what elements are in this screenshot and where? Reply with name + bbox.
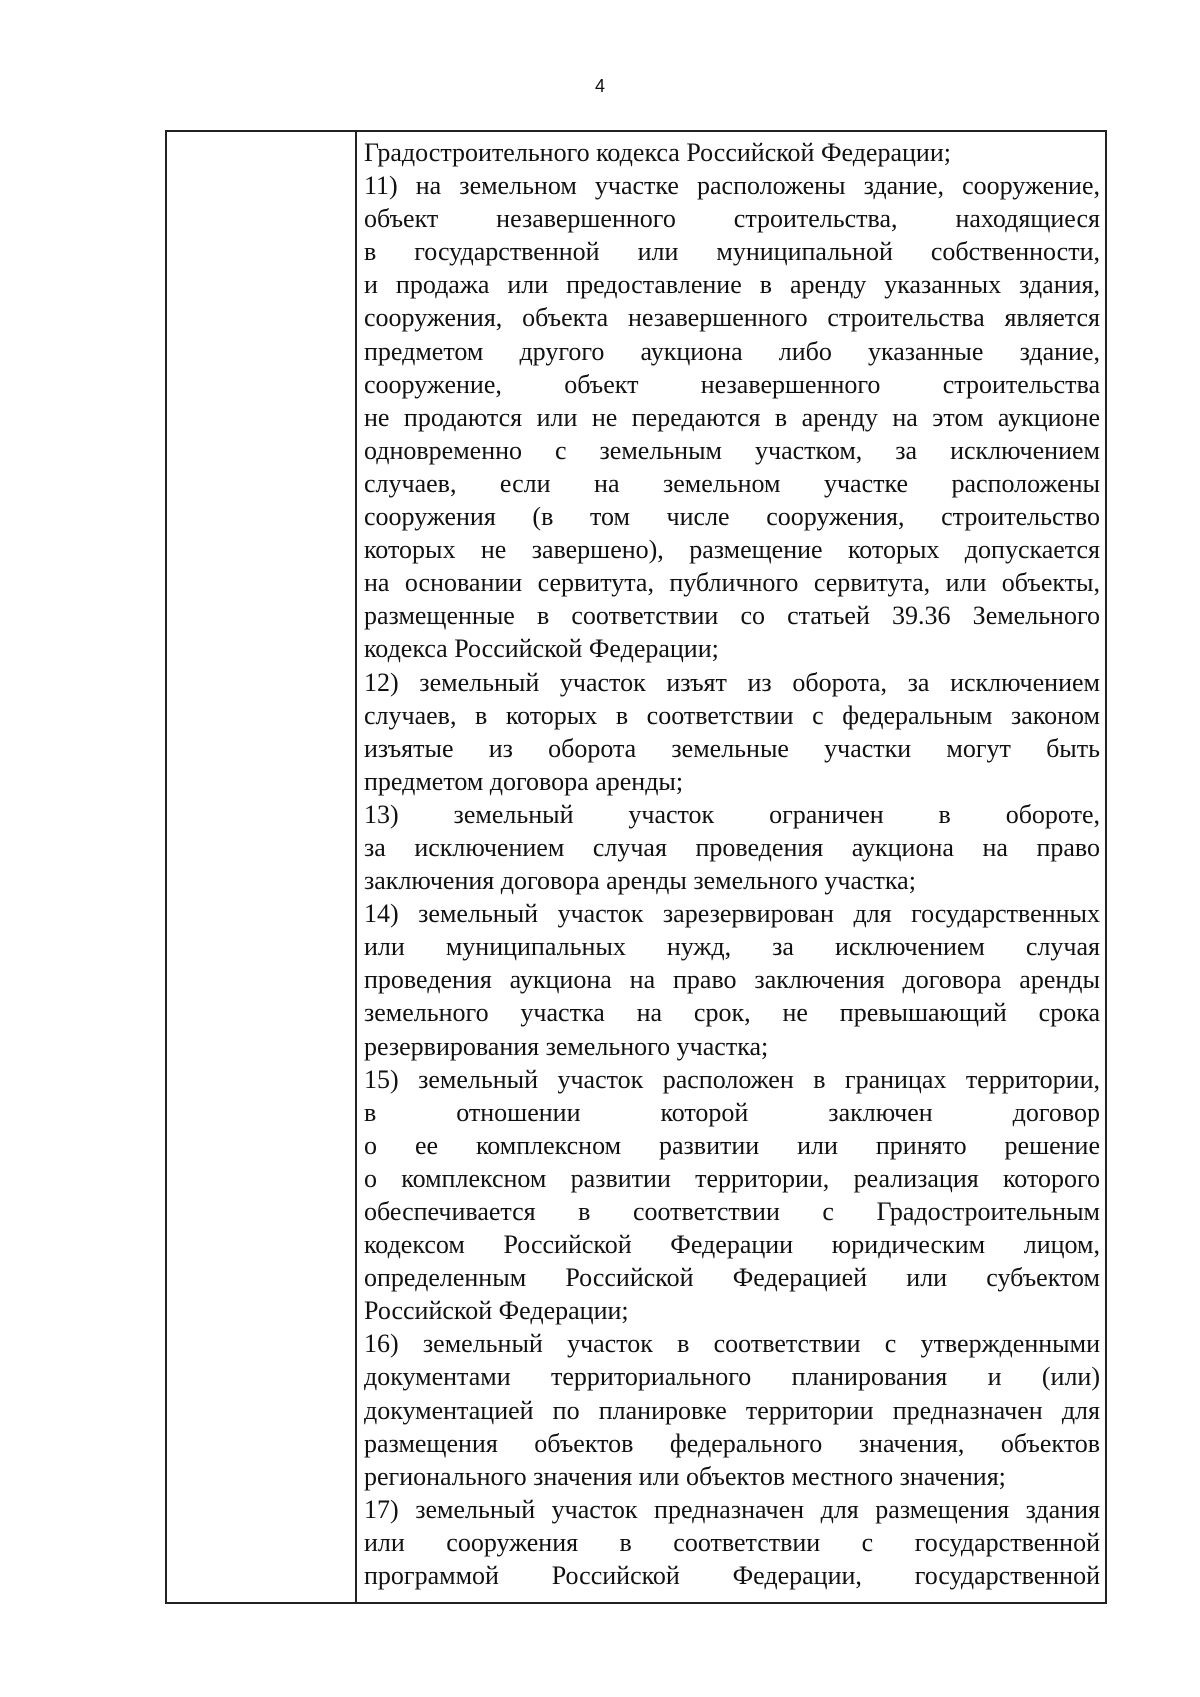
page-number: 4 — [594, 76, 605, 96]
text-line: о комплексном развитии территории, реализация которого — [364, 1163, 1100, 1193]
text-line: размещенные в соответствии со статьей 39.36 Земельного — [364, 601, 1100, 631]
text-line: резервирования земельного участка; — [364, 1031, 769, 1061]
text-line: обеспечивается в соответствии с Градостроительным — [364, 1197, 1100, 1226]
text-line: документацией по планировке территории предназначен для — [364, 1395, 1100, 1425]
text-line: 12) земельный участок изъят из оборота, за исключением — [364, 667, 1100, 697]
text-line: или сооружения в соответствии с государственной — [364, 1527, 1100, 1557]
text-line: заключения договора аренды земельного участка; — [364, 866, 916, 896]
text-line: в государственной или муниципальной собственности, — [364, 237, 1100, 267]
table-left-cell — [167, 132, 357, 1602]
text-line: сооружение, объект незавершенного строительства — [364, 369, 1100, 399]
text-line: случаев, в которых в соответствии с федеральным законом — [364, 700, 1100, 730]
text-line: 14) земельный участок зарезервирован для государственных — [364, 899, 1100, 929]
text-line: предметом другого аукциона либо указанные здание, — [364, 336, 1100, 366]
table-right-cell — [364, 136, 1100, 1592]
text-line: или муниципальных нужд, за исключением случая — [364, 932, 1100, 962]
text-line: 16) земельный участок в соответствии с утвержденными — [364, 1329, 1100, 1359]
text-line: одновременно с земельным участком, за исключением — [364, 435, 1100, 465]
text-line: документами территориального планирования и (или) — [364, 1362, 1100, 1392]
text-line: за исключением случая проведения аукциона на право — [364, 832, 1100, 862]
text-line: и продажа или предоставление в аренду указанных здания, — [364, 270, 1100, 300]
text-line: которых не завершено), размещение которых допускается — [364, 535, 1100, 565]
text-line: в отношении которой заключен договор — [364, 1097, 1100, 1127]
text-line: 13) земельный участок ограничен в обороте, — [364, 799, 1100, 829]
text-line: определенным Российской Федерацией или субъектом — [364, 1263, 1100, 1293]
text-line: не продаются или не передаются в аренду на этом аукционе — [364, 402, 1100, 432]
text-line: Российской Федерации; — [364, 1296, 629, 1326]
text-line: объект незавершенного строительства, находящиеся — [364, 204, 1100, 234]
text-line: кодексом Российской Федерации юридическим лицом, — [364, 1230, 1100, 1260]
text-line: сооружения, объекта незавершенного строительства является — [364, 303, 1100, 333]
text-line: 11) на земельном участке расположены здание, сооружение, — [364, 171, 1100, 201]
text-line: изъятые из оборота земельные участки могут быть — [364, 733, 1100, 763]
text-line: сооружения (в том числе сооружения, строительство — [364, 502, 1100, 532]
text-line: размещения объектов федерального значения, объектов — [364, 1428, 1100, 1458]
text-line: 17) земельный участок предназначен для размещения здания — [364, 1494, 1100, 1524]
text-line: Градостроительного кодекса Российской Федерации; — [364, 138, 951, 167]
text-line: предметом договора аренды; — [364, 766, 684, 796]
text-line: программой Российской Федерации, государственной — [364, 1561, 1100, 1591]
text-line: кодекса Российской Федерации; — [364, 634, 719, 664]
text-line: регионального значения или объектов местного значения; — [364, 1461, 1006, 1491]
text-line: случаев, если на земельном участке расположены — [364, 468, 1100, 498]
text-line: 15) земельный участок расположен в границах территории, — [364, 1064, 1100, 1094]
text-line: проведения аукциона на право заключения договора аренды — [364, 965, 1100, 995]
text-line: о ее комплексном развитии или принято решение — [364, 1130, 1100, 1160]
text-line: земельного участка на срок, не превышающий срока — [364, 998, 1100, 1028]
text-line: на основании сервитута, публичного сервитута, или объекты, — [364, 568, 1100, 598]
document-table — [165, 130, 1107, 1604]
